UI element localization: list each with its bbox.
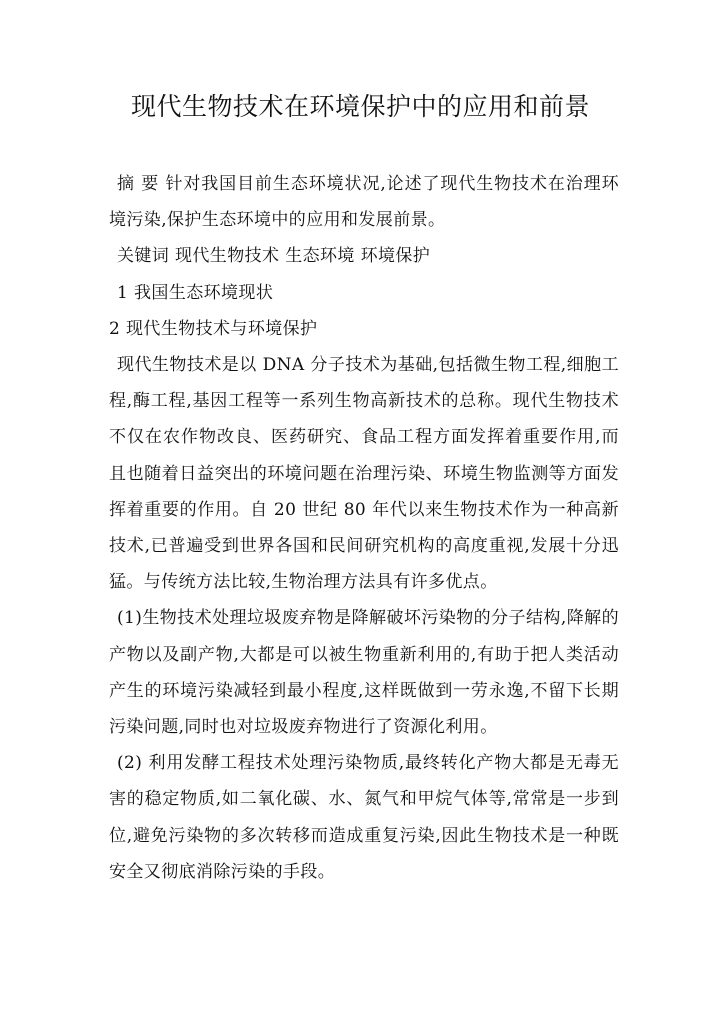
body-paragraph-point-1: (1)生物技术处理垃圾废弃物是降解破坏污染物的分子结构,降解的产物以及副产物,大都是可以被生物重新利用的,有助于把人类活动产生的环境污染减轻到最小程度,这样既做到一劳永逸,不留下长期污染问题,同时也对垃圾废弃物进行了资源化利用。 [109, 608, 619, 738]
section-heading-2: 2 现代生物技术与环境保护 [109, 318, 318, 339]
section-heading-1: 1 我国生态环境现状 [117, 282, 274, 303]
body-paragraph-point-2: (2) 利用发酵工程技术处理污染物质,最终转化产物大都是无毒无害的稳定物质,如二氧化碳、水、氮气和甲烷气体等,常常是一步到位,避免污染物的多次转移而造成重复污染,因此生物技术是一种既安全又彻底消除污染的手段。 [109, 753, 619, 882]
document-title: 现代生物技术在环境保护中的应用和前景 [130, 92, 590, 121]
abstract-paragraph: 摘 要 针对我国目前生态环境状况,论述了现代生物技术在治理环境污染,保护生态环境中的应用和发展前景。 [109, 174, 619, 231]
keywords-line: 关键词 现代生物技术 生态环境 环境保护 [117, 246, 431, 267]
body-paragraph-intro: 现代生物技术是以 DNA 分子技术为基础,包括微生物工程,细胞工程,酶工程,基因工程等一系列生物高新技术的总称。现代生物技术不仅在农作物改良、医药研究、食品工程方面发挥着重要作用,而且也随着日益突出的环境问题在治理污染、环境生物监测等方面发挥着重要的作用。自 20 世纪 80 年代以来生物技术作为一种高新技术,已普遍受到世界各国和民间研究机构的高度重视,发展十分迅猛。与传统方法比较,生物治理方法具有许多优点。 [109, 355, 619, 593]
document-body [109, 166, 619, 890]
